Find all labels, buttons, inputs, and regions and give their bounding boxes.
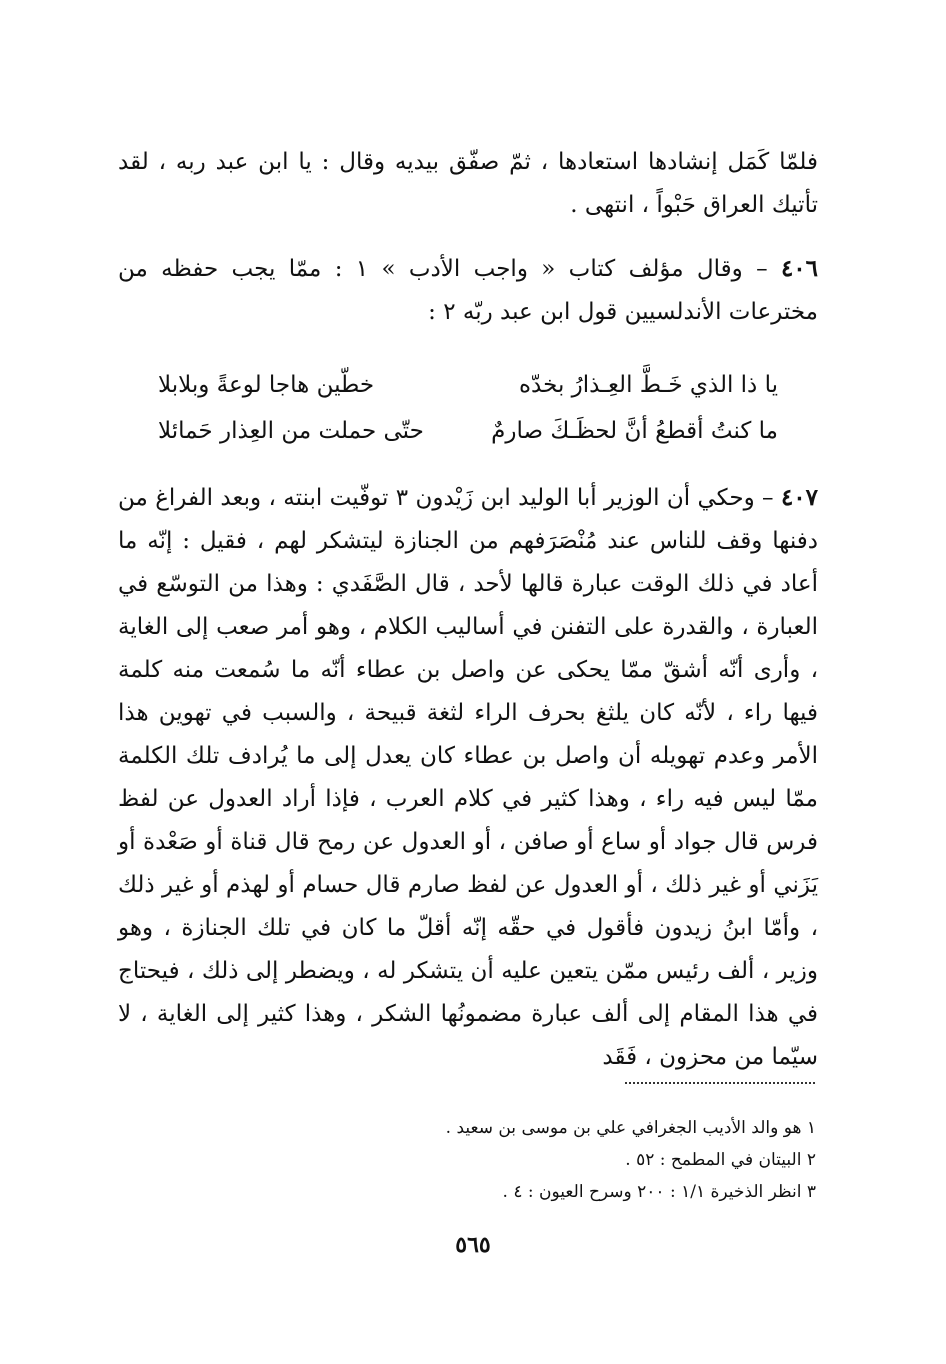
paragraph-number: ٤٠٧ (780, 484, 818, 511)
hemistich-left: خطّين هاجا لوعةً وبلابلا (158, 372, 375, 398)
hemistich-right: يا ذا الذي خَـطَّ العِـذارُ بخدّه (518, 372, 778, 398)
intro-text: فلمّا كَمَل إنشادها استعادها ، ثمّ صفّق بيديه وقال : يا ابن عبد ربه ، لقد تأتيك العراق حَبْواً ، انتهى . (118, 149, 818, 218)
footnotes (380, 1112, 816, 1208)
paragraph-406 (118, 247, 818, 334)
hemistich-left: حتّى حملت من العِذار حَمائلا (158, 418, 424, 444)
footnote-1: ١ هو والد الأديب الجغرافي علي بن موسى بن سعيد . (445, 1118, 816, 1138)
paragraph-text: – وحكي أن الوزير أبا الوليد ابن زَيْدون ٣ توفّيت ابنته ، وبعد الفراغ من دفنها وقف للناس عند مُنْصَرَفهم من الجنازة ليتشكر لهم ، فقيل : إنّه ما أعاد في ذلك الوقت عبارة قالها لأحد ، قال الصَّفَدي : وهذا من التوسّع في العبارة ، والقدرة على التفنن في أساليب الكلام ، وهو أمر صعب إلى الغاية ، وأرى أنّه أشقّ ممّا يحكى عن واصل بن عطاء أنّه ما سُمعت منه كلمة فيها راء ، لأنّه كان يلثغ بحرف الراء لثغة قبيحة ، والسبب في تهوين هذا الأمر وعدم تهويله أن واصل بن عطاء كان يعدل إلى ما يُرادف تلك الكلمة ممّا ليس فيه راء ، وهذا كثير في كلام العرب ، فإذا أراد العدول عن لفظ فرس قال جواد أو ساع أو صافن ، أو العدول عن رمح قال قناة أو صَعْدة أو يَزَني أو غير ذلك ، أو العدول عن لفظ صارم قال حسام أو لهذم أو غير ذلك ، وأمّا ابنُ زيدون فأقول في حقّه إنّه أقلّ ما كان في تلك الجنازة ، وهو وزير ، ألف رئيس ممّن يتعين عليه أن يتشكر له ، ويضطر إلى ذلك ، فيحتاج في هذا المقام إلى ألف عبارة مضمونُها الشكر ، وهذا كثير إلى الغاية ، لا سيّما من محزون ، فَقَد (118, 485, 818, 1070)
footnote-2: ٢ البيتان في المطمح : ٥٢ . (625, 1150, 816, 1170)
footnote-separator (625, 1082, 815, 1084)
footnote-3: ٣ انظر الذخيرة ١/١ : ٢٠٠ وسرح العيون : ٤ . (502, 1182, 816, 1202)
paragraph-number: ٤٠٦ (780, 255, 818, 282)
verse-line-2 (118, 408, 818, 454)
paragraph-407 (118, 476, 818, 1079)
paragraph-text: – وقال مؤلف كتاب « واجب الأدب » ١ : ممّا يجب حفظه من مخترعات الأندلسيين قول ابن عبد ربّه ٢ : (118, 256, 818, 325)
intro-paragraph (118, 141, 818, 227)
hemistich-right: ما كنتُ أقطعُ أنَّ لحظَـكَ صارمٌ (491, 418, 778, 444)
page-number: ٥٦٥ (455, 1232, 491, 1258)
poem-verses (118, 362, 818, 454)
verse-line-1 (118, 362, 818, 408)
